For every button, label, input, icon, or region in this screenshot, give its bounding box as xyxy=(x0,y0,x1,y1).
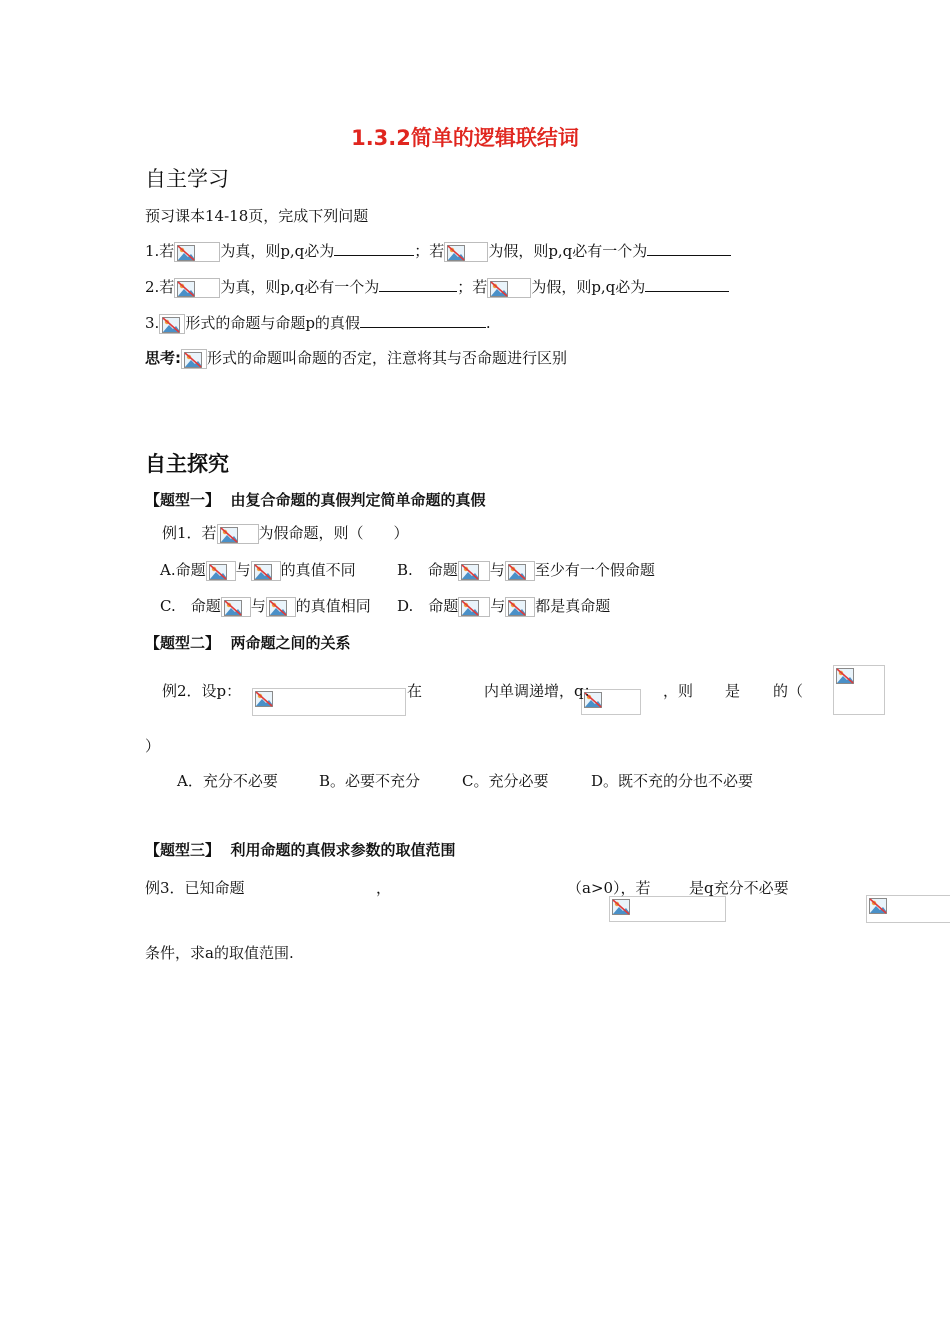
broken-image-icon xyxy=(221,597,251,617)
broken-image-icon xyxy=(159,314,185,334)
answer-blank[interactable] xyxy=(360,312,486,328)
example-3-text: 条件，求a的取值范围. xyxy=(145,944,294,962)
example-3-text: ， xyxy=(376,879,392,897)
example-3-text: （a>0），若 xyxy=(567,879,651,897)
broken-image-icon xyxy=(266,597,296,617)
broken-image-icon xyxy=(609,896,726,922)
broken-image-icon xyxy=(505,597,535,617)
broken-image-icon xyxy=(217,524,259,544)
option-b[interactable]: B. 命题 与 至少有一个假命题 xyxy=(397,561,655,579)
broken-image-icon xyxy=(833,665,885,715)
broken-image-icon xyxy=(206,561,236,581)
example-2-option-a[interactable]: A．充分不必要 xyxy=(177,772,278,790)
answer-blank[interactable] xyxy=(334,240,414,256)
broken-image-icon xyxy=(174,278,220,298)
broken-image-icon xyxy=(174,242,220,262)
option-d[interactable]: D. 命题 与 都是真命题 xyxy=(397,597,611,615)
question-3: 3. 形式的命题与命题p的真假 . xyxy=(145,314,491,332)
example-2-option-b[interactable]: B。必要不充分 xyxy=(319,772,421,790)
answer-blank[interactable] xyxy=(645,276,729,292)
example-2-text: 在 xyxy=(407,682,423,700)
broken-image-icon xyxy=(487,278,531,298)
page-title: 1.3.2简单的逻辑联结词 xyxy=(351,126,579,150)
section-heading-self-explore: 自主探究 xyxy=(145,452,229,476)
example-2-text: ，则 xyxy=(663,682,694,700)
example-3-text: 是q充分不必要 xyxy=(689,879,789,897)
broken-image-icon xyxy=(252,688,406,716)
example-3-label: 例3．已知命题 xyxy=(145,879,245,897)
think-note: 思考: 形式的命题叫命题的否定，注意将其与否命题进行区别 xyxy=(145,349,568,367)
preview-instruction: 预习课本14-18页，完成下列问题 xyxy=(145,207,369,225)
type-2-heading: 【题型二】 两命题之间的关系 xyxy=(145,634,351,652)
broken-image-icon xyxy=(458,597,490,617)
broken-image-icon xyxy=(181,349,207,369)
question-2: 2.若 为真，则p,q必有一个为 ；若 为假，则p,q必为 xyxy=(145,276,729,298)
section-heading-self-study: 自主学习 xyxy=(145,167,229,191)
example-2-text: 的（ xyxy=(773,682,804,700)
example-2-text: 是 xyxy=(725,682,741,700)
broken-image-icon xyxy=(458,561,490,581)
broken-image-icon xyxy=(505,561,535,581)
answer-blank[interactable] xyxy=(647,240,731,256)
question-1: 1.若 为真，则p,q必为 ；若 为假，则p,q必有一个为 xyxy=(145,240,731,262)
type-3-heading: 【题型三】 利用命题的真假求参数的取值范围 xyxy=(145,841,456,859)
broken-image-icon xyxy=(866,895,950,923)
broken-image-icon xyxy=(251,561,281,581)
example-1: 例1．若 为假命题，则（ ） xyxy=(162,524,409,542)
option-a[interactable]: A.命题 与 的真值不同 xyxy=(160,561,356,579)
option-c[interactable]: C. 命题 与 的真值相同 xyxy=(160,597,371,615)
example-2-label: 例2．设p： xyxy=(162,682,242,700)
type-1-heading: 【题型一】 由复合命题的真假判定简单命题的真假 xyxy=(145,491,486,509)
example-2-option-d[interactable]: D。既不充的分也不必要 xyxy=(591,772,754,790)
answer-blank[interactable] xyxy=(379,276,457,292)
broken-image-icon xyxy=(444,242,488,262)
example-2-option-c[interactable]: C。充分必要 xyxy=(462,772,549,790)
example-2-text: 内单调递增，q： xyxy=(484,682,599,700)
example-2-text: ） xyxy=(145,737,161,755)
